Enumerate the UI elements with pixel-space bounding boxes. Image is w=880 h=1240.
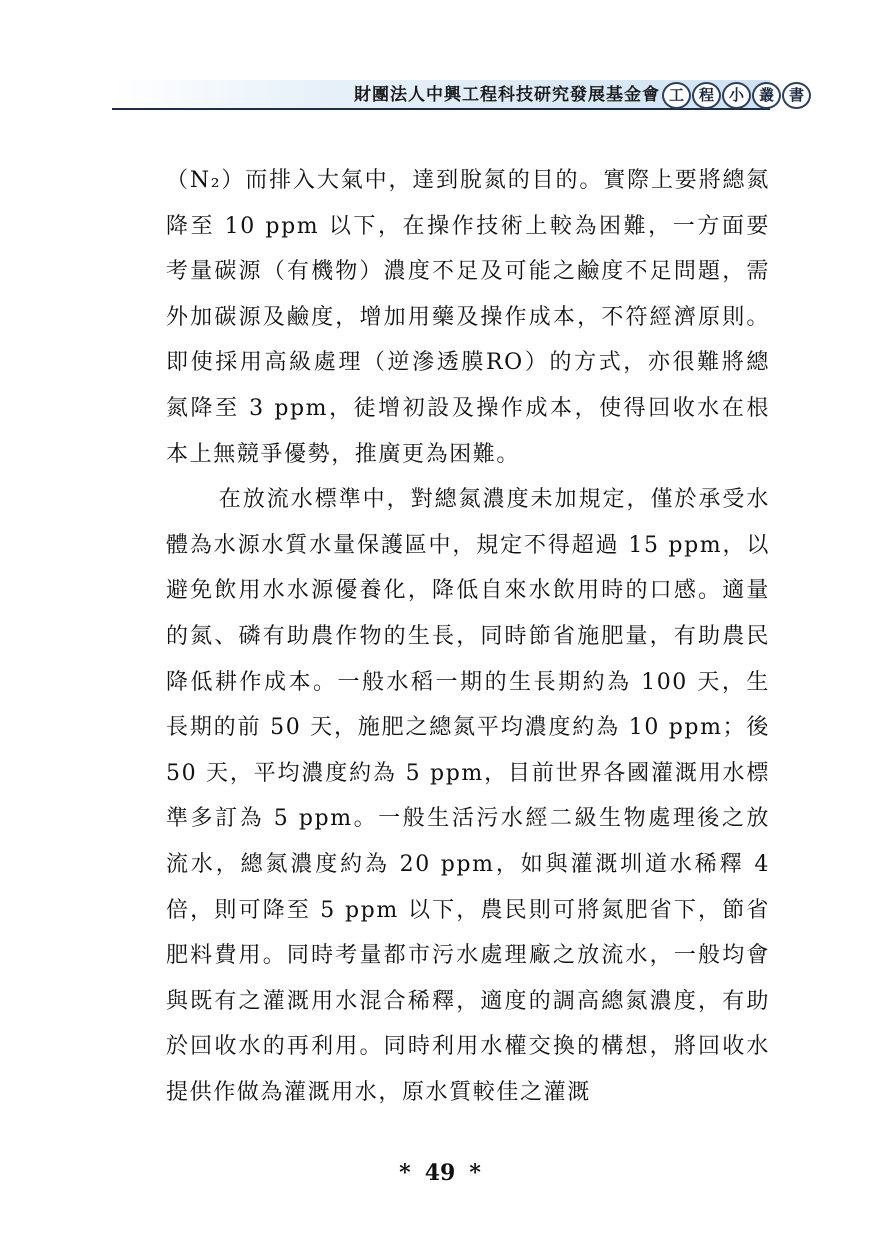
page-footer bbox=[0, 1160, 880, 1186]
page-number: 49 bbox=[424, 1160, 456, 1186]
paragraph: 在放流水標準中，對總氮濃度未加規定，僅於承受水體為水源水質水量保護區中，規定不得超過 15 ppm，以避免飲用水水源優養化，降低自來水飲用時的口感。適量的氮、磷有助農作物的生長，同時節省施肥量，有助農民降低耕作成本。一般水稻一期的生長期約為 100 天，生長期的前 50 天，施肥之總氮平均濃度約為 10 ppm；後 50 天，平均濃度約為 5 ppm，目前世界各國灌溉用水標準多訂為 5 ppm。一般生活污水經二級生物處理後之放流水，總氮濃度約為 20 ppm，如與灌溉圳道水稀釋 4 倍，則可降至 5 ppm 以下，農民則可將氮肥省下，節省肥料費用。同時考量都市污水處理廠之放流水，一般均會與既有之灌溉用水混合稀釋，適度的調高總氮濃度，有助於回收水的再利用。同時利用水權交換的構想，將回收水提供作做為灌溉用水，原水質較佳之灌溉 bbox=[166, 487, 770, 1105]
series-char: 工 bbox=[662, 82, 691, 109]
series-char: 程 bbox=[692, 82, 721, 109]
series-char: 小 bbox=[722, 82, 751, 109]
footer-star-left: * bbox=[399, 1160, 411, 1186]
footer-star-right: * bbox=[469, 1160, 481, 1186]
body-text bbox=[166, 158, 770, 1115]
series-badge bbox=[662, 82, 811, 106]
paragraph-continued: （N₂）而排入大氣中，達到脫氮的目的。實際上要將總氮降至 10 ppm 以下，在操作技術上較為困難，一方面要考量碳源（有機物）濃度不足及可能之鹼度不足問題，需外加碳源及鹼度，增加用藥及操作成本，不符經濟原則。即使採用高級處理（逆滲透膜RO）的方式，亦很難將總氮降至 3 ppm，徒增初設及操作成本，使得回收水在根本上無競爭優勢，推廣更為困難。 bbox=[166, 168, 770, 467]
series-char: 叢 bbox=[752, 82, 781, 109]
series-char: 書 bbox=[782, 82, 811, 109]
header-organization: 財團法人中興工程科技研究發展基金會 bbox=[354, 85, 660, 105]
